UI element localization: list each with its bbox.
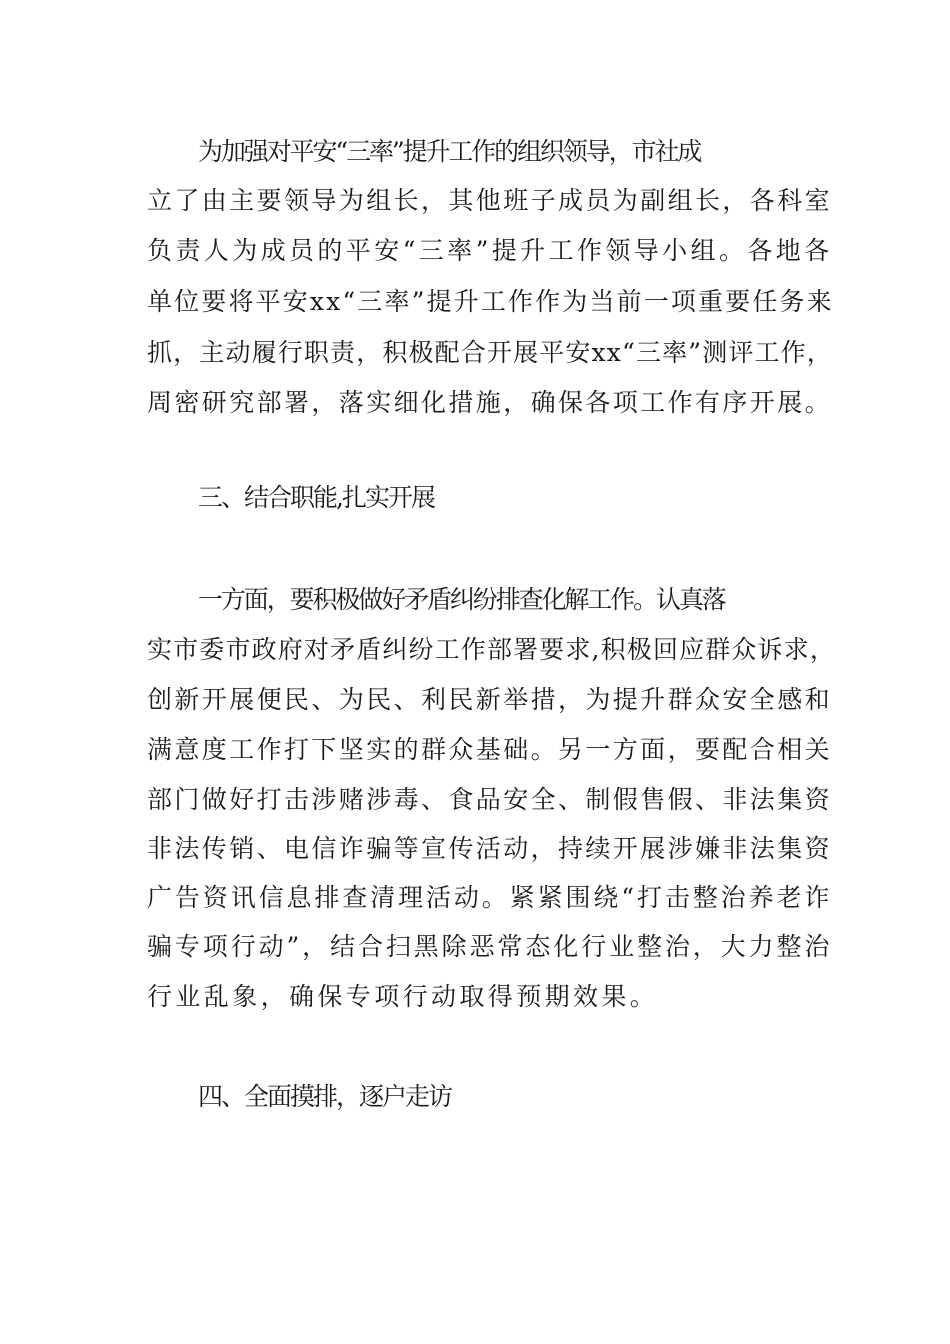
paragraph-2-line-6: 非法传销、电信诈骗等宣传活动，持续开展涉嫌非法集资 <box>147 834 833 863</box>
paragraph-2-line-8: 骗专项行动”，结合扫黑除恶常态化行业整治，大力整治 <box>147 932 833 961</box>
paragraph-1-line-2: 立了由主要领导为组长，其他班子成员为副组长，各科室 <box>147 186 833 215</box>
paragraph-1-line-6: 周密研究部署，落实细化措施，确保各项工作有序开展。 <box>147 388 833 417</box>
paragraph-2-line-9: 行业乱象，确保专项行动取得预期效果。 <box>147 982 659 1011</box>
paragraph-2-line-3: 创新开展便民、为民、利民新举措，为提升群众安全感和 <box>147 685 833 714</box>
paragraph-1-line-4: 单位要将平安xx“三率”提升工作作为当前一项重要任务来 <box>147 287 834 316</box>
section-heading-3: 三、结合职能,扎实开展 <box>198 483 434 512</box>
paragraph-2-line-2: 实市委市政府对矛盾纠纷工作部署要求,积极回应群众诉求， <box>147 635 836 664</box>
paragraph-2-line-4: 满意度工作打下坚实的群众基础。另一方面，要配合相关 <box>147 735 833 764</box>
paragraph-2-line-1: 一方面，要积极做好矛盾纠纷排查化解工作。认真落 <box>198 585 725 614</box>
paragraph-2-line-5: 部门做好打击涉赌涉毒、食品安全、制假售假、非法集资 <box>147 785 833 814</box>
paragraph-1-line-5: 抓，主动履行职责，积极配合开展平安xx“三率”测评工作， <box>147 338 833 367</box>
section-heading-4: 四、全面摸排，逐户走访 <box>198 1082 452 1111</box>
paragraph-2-line-7: 广告资讯信息排查清理活动。紧紧围绕“打击整治养老诈 <box>147 883 833 912</box>
paragraph-1-line-1: 为加强对平安“三率”提升工作的组织领导，市社成 <box>198 137 701 166</box>
paragraph-1-line-3: 负责人为成员的平安“三率”提升工作领导小组。各地各 <box>147 236 833 265</box>
